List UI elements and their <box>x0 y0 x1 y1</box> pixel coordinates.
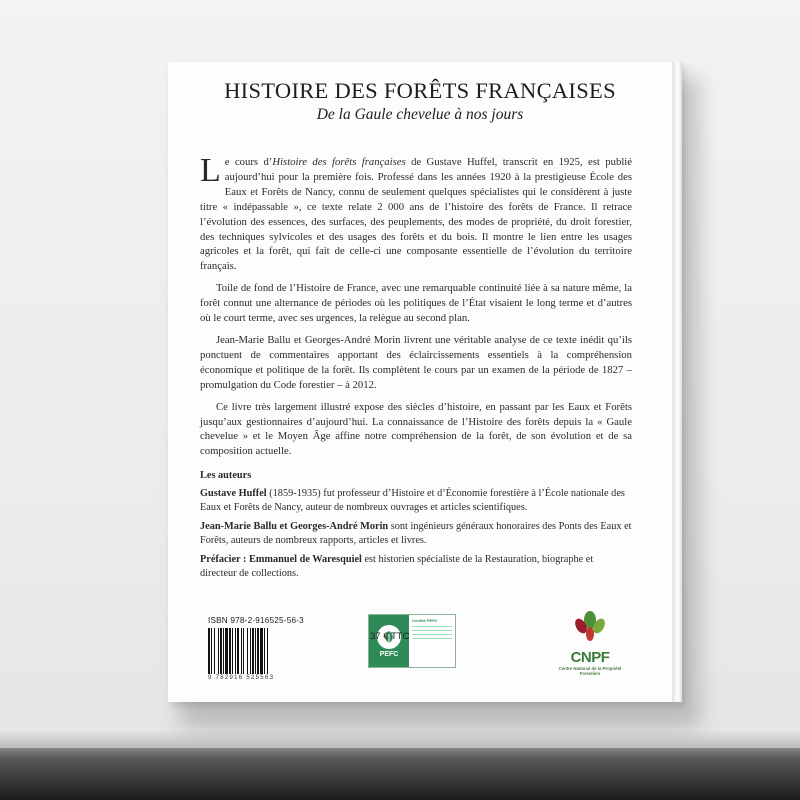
author-3-name: Préfacier : Emmanuel de Waresquiel <box>200 554 362 565</box>
blurb-paragraph-3: Jean-Marie Ballu et Georges-André Morin livrent une véritable analyse de ce texte inédit qu’ils ponctuent de commentaires apportant des éclaircissements essentiels à la compréhension économique et politique de la forêt. Ils complètent le cours par un examen de la période de 1827 – promulgation du Code forestier – à 2012. <box>200 333 632 391</box>
barcode-block <box>208 616 358 681</box>
author-1-name: Gustave Huffel <box>200 488 267 499</box>
cnpf-wordmark <box>552 649 628 666</box>
pefc-label: PEFC <box>379 650 399 658</box>
pefc-cert-text: Certifié PEFC <box>412 618 438 623</box>
author-2 <box>200 520 632 548</box>
barcode-bar <box>268 628 270 674</box>
authors-heading: Les auteurs <box>200 470 252 481</box>
blurb-paragraph-4: Ce livre très largement illustré expose des siècles d’histoire, en passant par les Eaux et Forêts jusqu’aux gestionnaires d’aujourd’hui. La connaissance de l’Histoire des forêts depuis la « Gaule chevelue » et le Moyen Âge affine notre compréhension de la forêt, de son évolution et de sa composition actuelle. <box>200 400 632 458</box>
blurb-paragraph-2: Toile de fond de l’Histoire de France, avec une remarquable continuité liée à sa nature même, la forêt connut une alternance de périodes où les politiques de l’État visaient le long terme et d’autres où le court terme, avec ses urgences, la relègue au second plan. <box>200 282 632 325</box>
book-spine-edge <box>672 62 682 702</box>
barcode-digits: 9 782916 525563 <box>208 675 275 681</box>
book-title-italic: Histoire des forêts françaises <box>272 156 406 168</box>
cnpf-leaves-icon <box>570 610 610 644</box>
table-surface <box>0 730 800 800</box>
book-subtitle: De la Gaule chevelue à nos jours <box>316 106 524 123</box>
barcode <box>208 628 308 674</box>
isbn: ISBN 978-2-916525-56-3 <box>208 616 304 625</box>
blurb <box>200 152 632 466</box>
blurb-p1-rest: de Gustave Huffel, transcrit en 1925, est publié aujourd’hui pour la première fois. Professé dans les années 1920 à la prestigieuse École des Eaux et Forêts de Nancy, connu de seulement quelques spécialistes qui le considèrent à juste titre « indépassable », ce texte relate 2 000 ans de l’histoire des forêts de France. Il retrace l’évolution des essences, des surfaces, des peuplements, des modes de propriété, du droit forestier, des techniques sylvicoles et des usages des forêts et du bois. Il montre le lien entre les usages agricoles et la forêt, qui fait de celle-ci une composante essentielle de l’évolution du territoire français. <box>200 156 632 273</box>
author-1 <box>200 487 632 515</box>
author-2-name: Jean-Marie Ballu et Georges-André Morin <box>200 521 389 532</box>
author-2-bio: sont ingénieurs généraux honoraires des Ponts des Eaux et Forêts, auteurs de nombreux rapports, articles et livres. <box>200 521 632 546</box>
authors-section <box>200 469 632 586</box>
drop-cap: L <box>200 152 221 189</box>
price: 37 € TTC <box>370 631 410 642</box>
blurb-paragraph-1 <box>200 152 632 274</box>
book-title: HISTOIRE DES FORÊTS FRANÇAISES <box>224 78 616 103</box>
blurb-p1-start: e cours d’ <box>224 156 273 168</box>
author-1-bio: (1859-1935) fut professeur d’Histoire et d’Économie forestière à l’École nationale des Eaux et Forêts de Nancy, auteur de nombreux ouvrages et articles scientifiques. <box>200 488 625 513</box>
author-3 <box>200 553 632 581</box>
author-3-bio: est historien spécialiste de la Restauration, biographe et directeur de collections. <box>200 554 594 579</box>
cnpf-subtitle: Centre National de la Propriété Forestière <box>558 666 622 676</box>
cnpf-logo <box>552 610 628 676</box>
book-back-cover <box>168 62 682 702</box>
cnpf-text: CNPF <box>570 649 610 666</box>
